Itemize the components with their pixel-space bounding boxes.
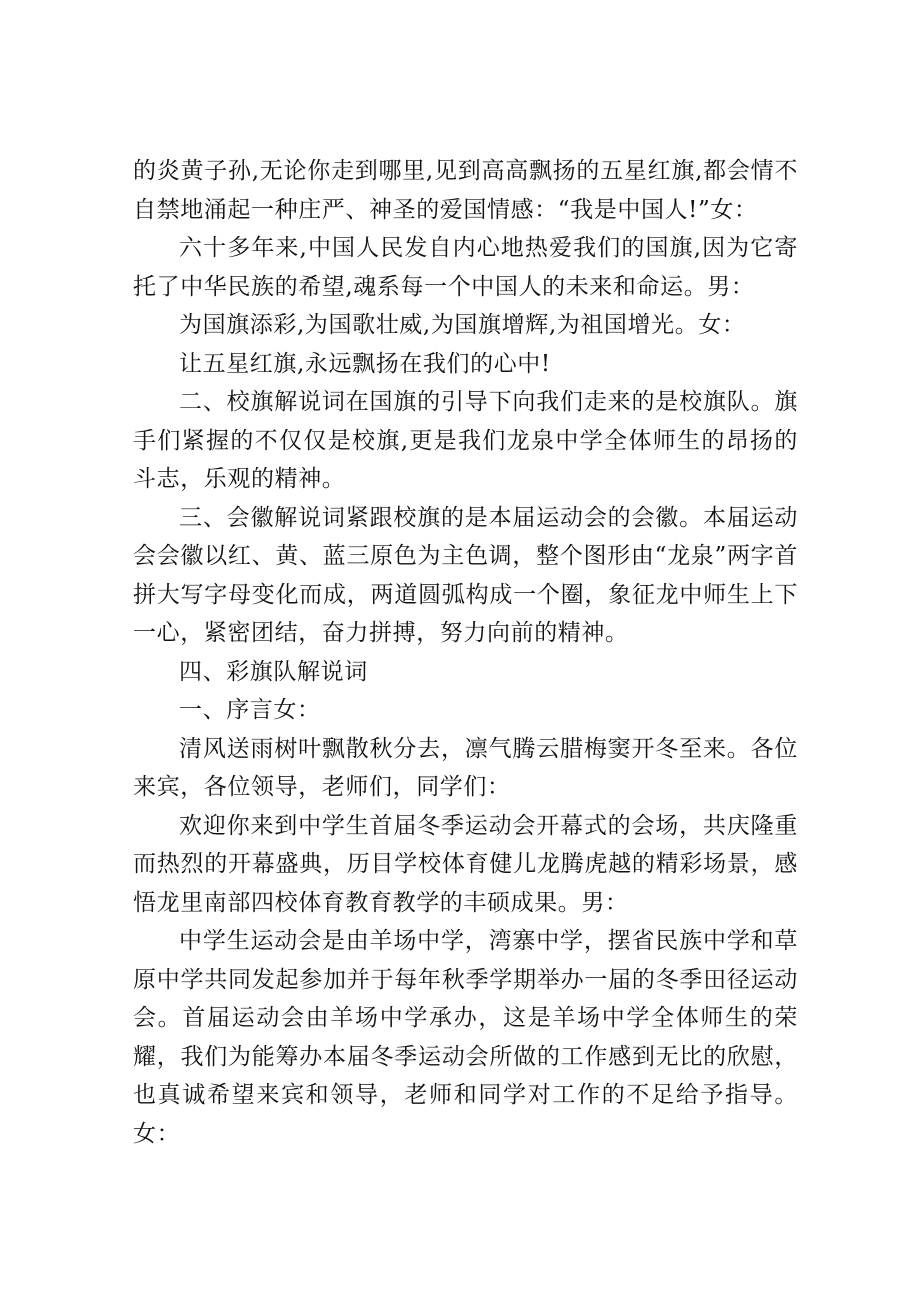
paragraph-3: 为国旗添彩,为国歌壮威,为国旗增辉,为祖国增光。女： (179, 312, 746, 338)
paragraph-8: 一、序言女： (179, 697, 321, 723)
paragraph-7: 四、彩旗队解说词 (179, 658, 368, 685)
paragraph-1: 的炎黄子孙,无论你走到哪里,见到高高飘扬的五星红旗,都会情不自禁地涌起一种庄严、神圣的爱国情感：“我是中国人!”女： (133, 158, 798, 223)
paragraph-6: 三、会徽解说词紧跟校旗的是本届运动会的会徽。本届运动会会徽以红、黄、蓝三原色为主色调，整个图形由“龙泉”两字首拼大写字母变化而成，两道圆弧构成一个圈，象征龙中师生上下一心，紧密团结，奋力拼搏，努力向前的精神。 (133, 504, 798, 646)
paragraph-5: 二、校旗解说词在国旗的引导下向我们走来的是校旗队。旗手们紧握的不仅仅是校旗,更是我们龙泉中学全体师生的昂扬的斗志，乐观的精神。 (133, 389, 798, 492)
document-body (133, 152, 798, 1153)
paragraph-9: 清风送雨树叶飘散秋分去，凛气腾云腊梅窦开冬至来。各位来宾，各位领导，老师们，同学们： (133, 735, 798, 800)
paragraph-11: 中学生运动会是由羊场中学，湾寨中学，摆省民族中学和草原中学共同发起参加并于每年秋季学期举办一届的冬季田径运动会。首届运动会由羊场中学承办，这是羊场中学全体师生的荣耀，我们为能筹办本届冬季运动会所做的工作感到无比的欣慰，也真诚希望来宾和领导，老师和同学对工作的不足给予指导。女： (133, 928, 798, 1147)
paragraph-10: 欢迎你来到中学生首届冬季运动会开幕式的会场，共庆隆重而热烈的开幕盛典，历目学校体育健儿龙腾虎越的精彩场景，感悟龙里南部四校体育教育教学的丰硕成果。男： (133, 812, 798, 916)
paragraph-4: 让五星红旗,永远飘扬在我们的心中! (179, 350, 551, 377)
paragraph-2: 六十多年来,中国人民发自内心地热爱我们的国旗,因为它寄托了中华民族的希望,魂系每一个中国人的未来和命运。男： (133, 235, 798, 300)
